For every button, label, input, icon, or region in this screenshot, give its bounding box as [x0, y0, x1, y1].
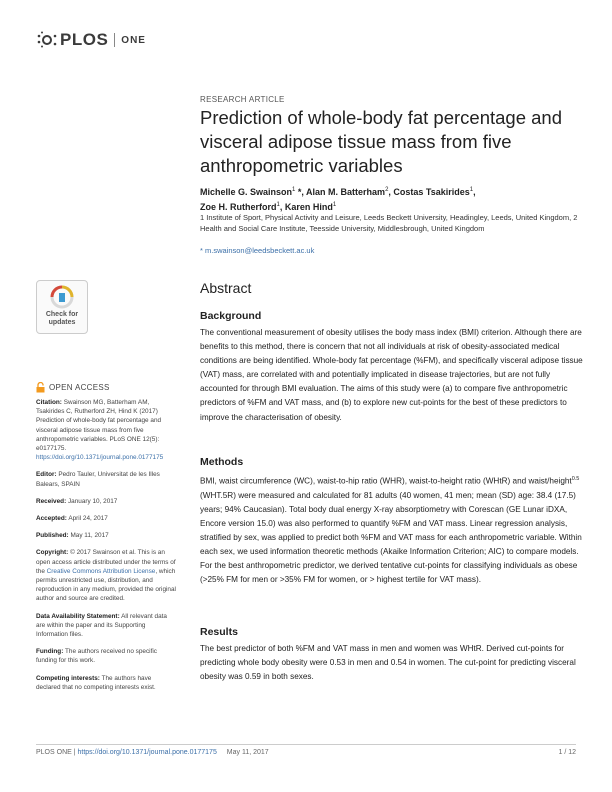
published-label: Published: — [36, 532, 69, 540]
logo-one-text: ONE — [121, 34, 146, 46]
footer-doi-link[interactable]: https://doi.org/10.1371/journal.pone.0177175 — [77, 749, 217, 756]
author-affil-sup: 1 — [276, 202, 280, 208]
author-name[interactable]: Zoe H. Rutherford — [200, 202, 277, 212]
open-access-text: OPEN ACCESS — [49, 383, 110, 392]
logo-plos-text: PLOS — [60, 30, 109, 49]
plos-logo-icon — [36, 30, 58, 50]
data-availability-label: Data Availability Statement: — [36, 612, 120, 620]
received-label: Received: — [36, 497, 67, 505]
copyright-block — [36, 548, 176, 603]
funding-block — [36, 647, 176, 665]
editor-text: Pedro Tauler, Universitat de les Illes Balears, SPAIN — [36, 471, 160, 488]
accepted-date: April 24, 2017 — [66, 515, 108, 523]
author-separator: , — [388, 187, 394, 197]
author-name[interactable]: Michelle G. Swainson — [200, 187, 293, 197]
editor-label: Editor: — [36, 471, 57, 479]
author-affil-sup: 2 — [385, 187, 389, 193]
copyright-text-end: , which permits unrestricted use, distribution, and reproduction in any medium, provided the original author and source are credited. — [36, 567, 176, 603]
license-link[interactable]: Creative Commons Attribution License — [46, 567, 156, 575]
open-lock-icon — [36, 382, 45, 393]
citation-label: Citation: — [36, 399, 62, 406]
article-metadata-sidebar — [36, 398, 176, 700]
citation-text: Swainson MG, Batterham AM, Tsakirides C, Rutherford ZH, Hind K (2017) Prediction of whole-body fat percentage and visceral adipose tissue mass from five anthropometric variables. PLoS ONE 12(5): e0177175. — [36, 399, 162, 453]
results-heading: Results — [200, 626, 238, 638]
received-block — [36, 497, 176, 506]
methods-text: BMI, waist circumference (WC), waist-to-hip ratio (WHR), waist-to-height ratio (WHtR) and waist/height — [200, 476, 572, 486]
background-heading: Background — [200, 310, 262, 322]
affiliations: 1 Institute of Sport, Physical Activity and Leisure, Leeds Beckett University, Headingley, Leeds, United Kingdom, 2 Health and Social Care Institute, Teesside University, Middlesbrough, United Kingdom — [200, 213, 578, 233]
citation-block — [36, 398, 176, 462]
logo-divider — [114, 33, 115, 47]
footer-divider — [36, 744, 576, 745]
citation-doi-link[interactable]: https://doi.org/10.1371/journal.pone.0177175 — [36, 454, 164, 462]
competing-interests-block — [36, 674, 176, 692]
footer-date: May 11, 2017 — [226, 749, 269, 756]
accepted-block — [36, 514, 176, 523]
page-number: 1 / 12 — [558, 749, 576, 756]
funding-label: Funding: — [36, 648, 64, 656]
background-paragraph: The conventional measurement of obesity utilises the body mass index (BMI) criterion. Although there are benefits to this method, there is concern that not all individuals at risk of obesity-associated medical conditions are being identified. Whole-body fat percentage (%FM), and specifically visceral adipose tissue (VAT) mass, are correlated with and potentially implicated in disease trajectories, but are not fully accounted for through BMI evaluation. The aims of this study were (a) to compare five anthropometric predictors of %FM and VAT mass, and (b) to explore new cut-points for the best of these predictors to improve the characterisation of obesity. — [200, 328, 583, 422]
check-for-updates-badge[interactable] — [36, 280, 88, 334]
author-separator: , — [279, 202, 285, 212]
author-affil-sup: 1 — [292, 187, 296, 193]
methods-heading: Methods — [200, 456, 244, 468]
data-availability-block — [36, 612, 176, 640]
author-name[interactable]: Alan M. Batterham — [306, 187, 386, 197]
accepted-label: Accepted: — [36, 515, 67, 523]
author-separator: , — [473, 187, 476, 197]
badge-line-1: Check for — [45, 311, 79, 318]
competing-interests-text: The authors have declared that no competing interests exist. — [36, 674, 156, 691]
methods-text-cont: (WHT.5R) were measured and calculated for 81 adults (40 women, 41 men; mean (SD) age: 38.4 (17.5) years; 94% Caucasian). Total body dual energy X-ray absorptiometry with Corescan (GE Lunar iDXA, Encore version 15.0) was also performed to quantify %FM and VAT mass. Linear regression analysis, stratified by sex, was applied to predict both %FM and VAT mass for each anthropometric variable. Within each sex, we used information theoretic methods (Akaike Information Criterion; AIC) to compare models. For the best anthropometric predictor, we derived tentative cut-points for classifying individuals as obese (>25% FM for men or >35% FM for women, or > highest tertile for VAT mass). — [200, 490, 582, 585]
plos-one-logo[interactable] — [36, 30, 146, 50]
funding-text: The authors received no specific funding for this work. — [36, 648, 157, 665]
copyright-text: © 2017 Swainson et al. This is an open access article distributed under the terms of the — [36, 549, 176, 575]
author-affil-sup: 1 — [332, 202, 337, 208]
open-access-label — [36, 382, 110, 393]
received-date: January 10, 2017 — [66, 497, 118, 505]
published-block — [36, 531, 176, 540]
methods-exponent: 0.5 — [571, 476, 580, 482]
editor-block — [36, 470, 176, 488]
methods-paragraph — [200, 472, 584, 587]
author-affil-sup: 1 — [469, 187, 474, 193]
corresponding-email[interactable]: * m.swainson@leedsbeckett.ac.uk — [200, 246, 315, 255]
published-date: May 11, 2017 — [68, 532, 109, 540]
check-updates-icon — [50, 285, 74, 309]
data-availability-text: All relevant data are within the paper and its Supporting Information files. — [36, 612, 167, 639]
article-title: Prediction of whole-body fat percentage and visceral adipose tissue mass from five anthropometric variables — [200, 107, 563, 176]
results-paragraph: The best predictor of both %FM and VAT mass in men and women was WHtR. Derived cut-points for predicting whole body obesity were 0.53 in men and 0.54 in women. The cut-point for predicting visceral obesity was 0.59 in both sexes. — [200, 644, 576, 682]
badge-line-2: updates — [48, 319, 76, 326]
page-footer — [36, 749, 269, 756]
author-name[interactable]: Costas Tsakirides — [393, 187, 470, 197]
author-list — [200, 184, 580, 214]
author-separator: *, — [295, 187, 307, 197]
copyright-label: Copyright: — [36, 549, 69, 557]
author-name[interactable]: Karen Hind — [284, 202, 333, 212]
article-type: RESEARCH ARTICLE — [200, 95, 285, 104]
abstract-heading: Abstract — [200, 280, 252, 296]
footer-journal: PLOS ONE | — [36, 749, 78, 756]
competing-interests-label: Competing interests: — [36, 674, 100, 682]
